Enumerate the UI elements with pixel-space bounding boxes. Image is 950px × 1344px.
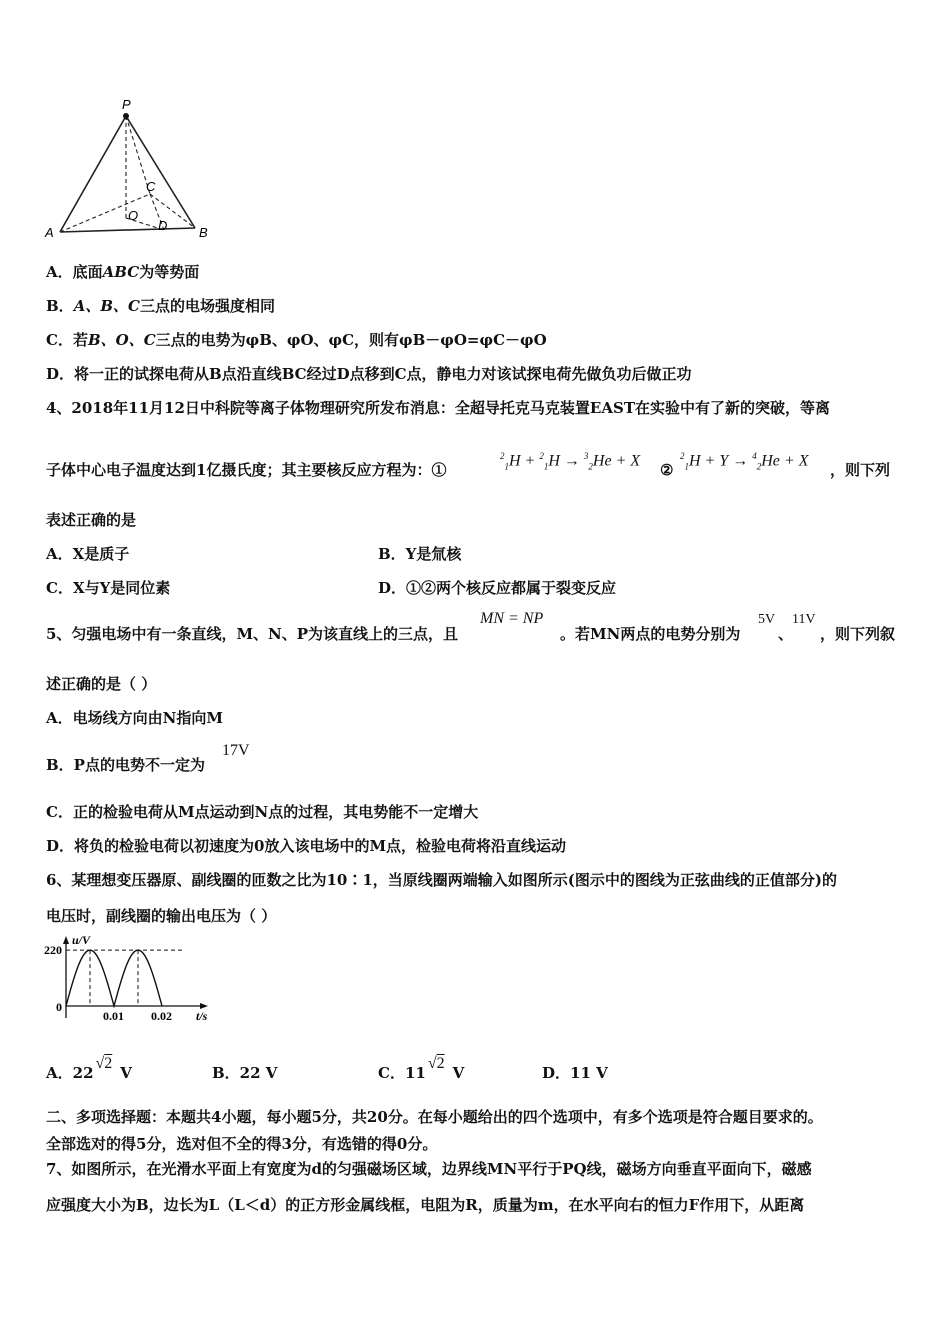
pyramid-figure: [40, 96, 220, 244]
x-tick-label: 0.02: [151, 1009, 172, 1023]
q6-stem-line2: 电压时，副线圈的输出电压为（ ）: [46, 907, 277, 925]
q6-stem-line1: 6、某理想变压器原、副线圈的匝数之比为10∶1，当原线圈两端输入如图所示(图示中的图线为正弦曲线的正值部分)的: [46, 871, 837, 889]
q5-option-a[interactable]: A．电场线方向由N指向M: [46, 709, 223, 727]
label-B: B: [199, 225, 208, 240]
q3-option-d[interactable]: D．将一正的试探电荷从B点沿直线BC经过D点移到C点，静电力对该试探电荷先做负功后做正功: [46, 365, 692, 383]
q3-option-b[interactable]: B．A、B、C三点的电场强度相同: [46, 297, 275, 315]
q5-option-d[interactable]: D．将负的检验电荷以初速度为0放入该电场中的M点，检验电荷将沿直线运动: [46, 837, 567, 855]
q5-stem-line2: 述正确的是（ ）: [46, 675, 157, 693]
q4-mark-2: ②: [660, 461, 674, 479]
q7-stem-line2: 应强度大小为B，边长为L（L＜d）的正方形金属线框，电阻为R，质量为m，在水平向右的恒力F作用下，从距离: [46, 1196, 805, 1214]
q5-stem-suffix: ，则下列叙: [820, 625, 896, 643]
q4-option-b[interactable]: B．Y是氚核: [378, 545, 462, 563]
q4-stem-line1: 4、2018年11月12日中科院等离子体物理研究所发布消息：全超导托克马克装置EAST在实验中有了新的突破，等离: [46, 399, 831, 417]
q5-equation: MN = NP: [480, 610, 544, 627]
section2-intro-line2: 全部选对的得5分，选对但不全的得3分，有选错的得0分。: [46, 1135, 438, 1153]
q4-equation-1: $^2_1$H + $^2_1$H → $^3_2$He + X: [500, 451, 641, 472]
q6-option-d[interactable]: D．11 V: [542, 1064, 608, 1082]
q4-option-c[interactable]: C．X与Y是同位素: [46, 579, 171, 597]
y-tick-label: 220: [44, 943, 62, 958]
origin-label: 0: [56, 1000, 62, 1014]
label-P: P: [122, 97, 131, 112]
q5-option-b-value: 17V: [222, 742, 250, 759]
y-axis-label: u/V: [72, 933, 91, 947]
q7-stem-line1: 7、如图所示，在光滑水平面上有宽度为d的匀强磁场区域，边界线MN平行于PQ线，磁场方向垂直平面向下，磁感: [46, 1160, 812, 1178]
q6-option-c[interactable]: C．11√2V: [378, 1055, 465, 1082]
q5-stem-mid: 。若MN两点的电势分别为: [560, 625, 741, 643]
q6-option-a[interactable]: A．22√2V: [46, 1055, 132, 1082]
q3-option-c[interactable]: C．若B、O、C三点的电势为φB、φO、φC，则有φB－φO=φC－φO: [46, 331, 547, 349]
section2-intro-line1: 二、多项选择题：本题共4小题，每小题5分，共20分。在每小题给出的四个选项中，有多个选项是符合题目要求的。: [46, 1108, 823, 1126]
q4-stem-line3: 表述正确的是: [46, 511, 137, 529]
q4-stem-line2-suffix: ，则下列: [830, 461, 891, 479]
q4-stem-line2: 子体中心电子温度达到1亿摄氏度；其主要核反应方程为：①: [46, 461, 447, 479]
x-axis-label: t/s: [196, 1009, 208, 1023]
q3-option-a[interactable]: A．底面ABC为等势面: [46, 263, 200, 281]
series-rectified-sine: [66, 950, 162, 1006]
q5-option-b[interactable]: B．P点的电势不一定为: [46, 756, 205, 774]
q5-potential-n: 11V: [792, 612, 816, 627]
q5-separator: 、: [778, 625, 794, 643]
y-axis-arrow: [63, 936, 69, 944]
label-A: A: [45, 225, 54, 240]
x-tick-label: 0.01: [103, 1009, 124, 1023]
q5-option-c[interactable]: C．正的检验电荷从M点运动到N点的过程，其电势能不一定增大: [46, 803, 479, 821]
voltage-chart: [38, 932, 218, 1028]
label-D: D: [158, 218, 168, 233]
q4-option-d[interactable]: D．①②两个核反应都属于裂变反应: [378, 579, 617, 597]
label-O: O: [128, 208, 139, 223]
q5-potential-m: 5V: [758, 612, 776, 627]
q5-stem-line1: 5、匀强电场中有一条直线，M、N、P为该直线上的三点，且: [46, 625, 459, 643]
q4-equation-2: $^2_1$H + Y → $^4_2$He + X: [680, 451, 809, 472]
label-C: C: [146, 179, 156, 194]
q4-option-a[interactable]: A．X是质子: [46, 545, 130, 563]
q6-option-b[interactable]: B．22 V: [212, 1064, 278, 1082]
